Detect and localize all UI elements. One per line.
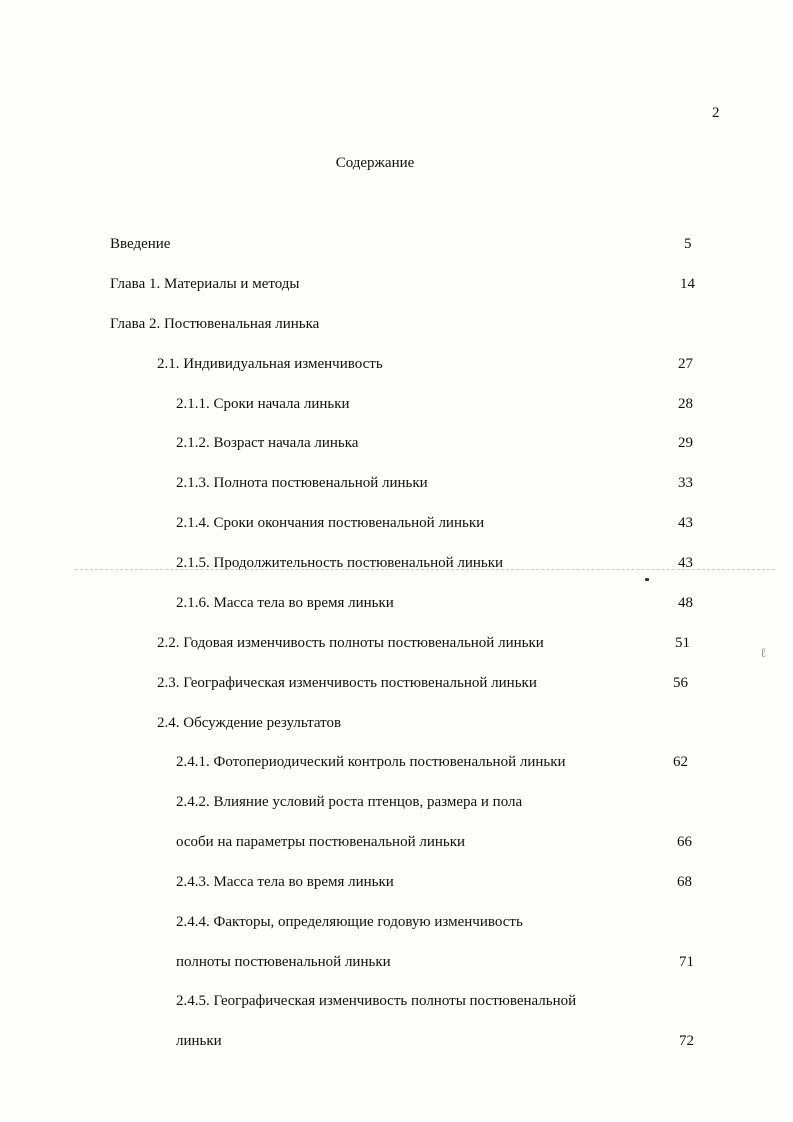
scan-artifact-dot	[645, 578, 649, 581]
toc-entry-2-1: 2.1. Индивидуальная изменчивость	[157, 356, 383, 372]
toc-page-2-4-3: 68	[677, 874, 692, 890]
toc-page-2-1: 27	[678, 356, 693, 372]
toc-page-2-4-2: 66	[677, 834, 692, 850]
toc-entry-2-1-6: 2.1.6. Масса тела во время линьки	[176, 595, 394, 611]
toc-entry-2-4-4: 2.4.4. Факторы, определяющие годовую изменчивость	[176, 914, 523, 930]
toc-entry-2-1-2: 2.1.2. Возраст начала линька	[176, 435, 359, 451]
toc-entry-chapter-1: Глава 1. Материалы и методы	[110, 276, 300, 292]
toc-entry-2-4-1: 2.4.1. Фотопериодический контроль постювенальной линьки	[176, 754, 566, 770]
toc-entry-2-2: 2.2. Годовая изменчивость полноты постювенальной линьки	[157, 635, 544, 651]
toc-entry-2-4-4-cont: полноты постювенальной линьки	[176, 954, 391, 970]
toc-entry-2-1-3: 2.1.3. Полнота постювенальной линьки	[176, 475, 428, 491]
scan-artifact-line	[75, 569, 775, 570]
toc-entry-chapter-2: Глава 2. Постювенальная линька	[110, 316, 320, 332]
toc-entry-introduction: Введение	[110, 236, 171, 252]
toc-page-introduction: 5	[684, 236, 692, 252]
toc-entry-2-4-3: 2.4.3. Масса тела во время линьки	[176, 874, 394, 890]
toc-entry-2-4-2: 2.4.2. Влияние условий роста птенцов, размера и пола	[176, 794, 523, 810]
toc-entry-2-4-2-cont: особи на параметры постювенальной линьки	[176, 834, 466, 850]
toc-entry-2-3: 2.3. Географическая изменчивость постювенальной линьки	[157, 675, 537, 691]
toc-entry-2-4-5-cont: линьки	[176, 1033, 222, 1049]
toc-page-2-3: 56	[673, 675, 688, 691]
toc-page-2-1-6: 48	[678, 595, 693, 611]
toc-entry-2-4: 2.4. Обсуждение результатов	[157, 715, 342, 731]
toc-page-2-1-1: 28	[678, 396, 693, 412]
scan-artifact-mark: ℓ	[760, 645, 767, 660]
toc-page-2-4-1: 62	[673, 754, 688, 770]
toc-entry-2-1-1: 2.1.1. Сроки начала линьки	[176, 396, 350, 412]
toc-page-2-1-2: 29	[678, 435, 693, 451]
toc-page-2-1-4: 43	[678, 515, 693, 531]
toc-entry-2-1-5: 2.1.5. Продолжительность постювенальной линьки	[176, 555, 504, 571]
page-title: Содержание	[335, 155, 415, 171]
toc-page-2-1-5: 43	[678, 555, 693, 571]
toc-page-chapter-1: 14	[680, 276, 695, 292]
toc-page-2-4-4: 71	[679, 954, 694, 970]
toc-page-2-1-3: 33	[678, 475, 693, 491]
toc-entry-2-1-4: 2.1.4. Сроки окончания постювенальной линьки	[176, 515, 485, 531]
toc-entry-2-4-5: 2.4.5. Географическая изменчивость полноты постювенальной	[176, 993, 577, 1009]
toc-page-2-2: 51	[675, 635, 690, 651]
toc-page-2-4-5: 72	[679, 1033, 694, 1049]
page-number: 2	[712, 105, 720, 121]
